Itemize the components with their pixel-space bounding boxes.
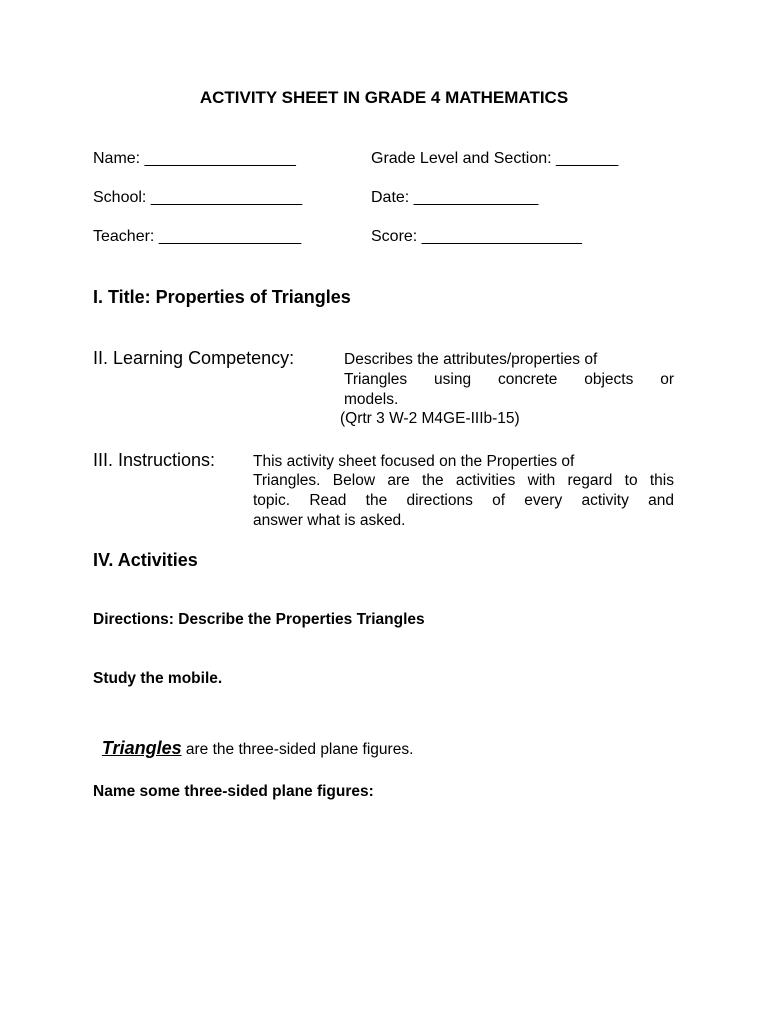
competency-label: II. Learning Competency: <box>93 348 295 368</box>
triangles-word: Triangles <box>101 738 182 758</box>
triangles-def-text: are the three-sided plane figures. <box>181 741 414 758</box>
activities-heading: IV. Activities <box>93 550 198 570</box>
competency-line: Triangles using concrete objects or <box>344 371 674 388</box>
study-text: Study the mobile. <box>93 670 223 687</box>
instructions-line: Triangles. Below are the activities with regard to this <box>253 472 674 489</box>
sheet-title: ACTIVITY SHEET IN GRADE 4 MATHEMATICS <box>199 88 569 107</box>
name-field[interactable]: Name: _________________ <box>93 150 296 167</box>
grade-section-field[interactable]: Grade Level and Section: _______ <box>371 150 619 167</box>
school-field[interactable]: School: _________________ <box>93 189 303 206</box>
triangles-definition <box>93 720 413 760</box>
instructions-label: III. Instructions: <box>93 450 216 470</box>
name-figures-prompt: Name some three-sided plane figures: <box>93 783 374 800</box>
instructions-line: topic. Read the directions of every activity and <box>253 492 674 509</box>
competency-line: models. <box>344 391 399 408</box>
section-title: I. Title: Properties of Triangles <box>93 287 351 307</box>
directions-text: Directions: Describe the Properties Triangles <box>93 611 425 628</box>
date-field[interactable]: Date: ______________ <box>371 189 539 206</box>
score-field[interactable]: Score: __________________ <box>371 228 582 245</box>
competency-code: (Qrtr 3 W-2 M4GE-IIIb-15) <box>340 410 520 427</box>
teacher-field[interactable]: Teacher: ________________ <box>93 228 302 245</box>
instructions-line: This activity sheet focused on the Properties of <box>253 453 575 470</box>
instructions-line: answer what is asked. <box>253 512 406 529</box>
competency-line: Describes the attributes/properties of <box>344 351 598 368</box>
